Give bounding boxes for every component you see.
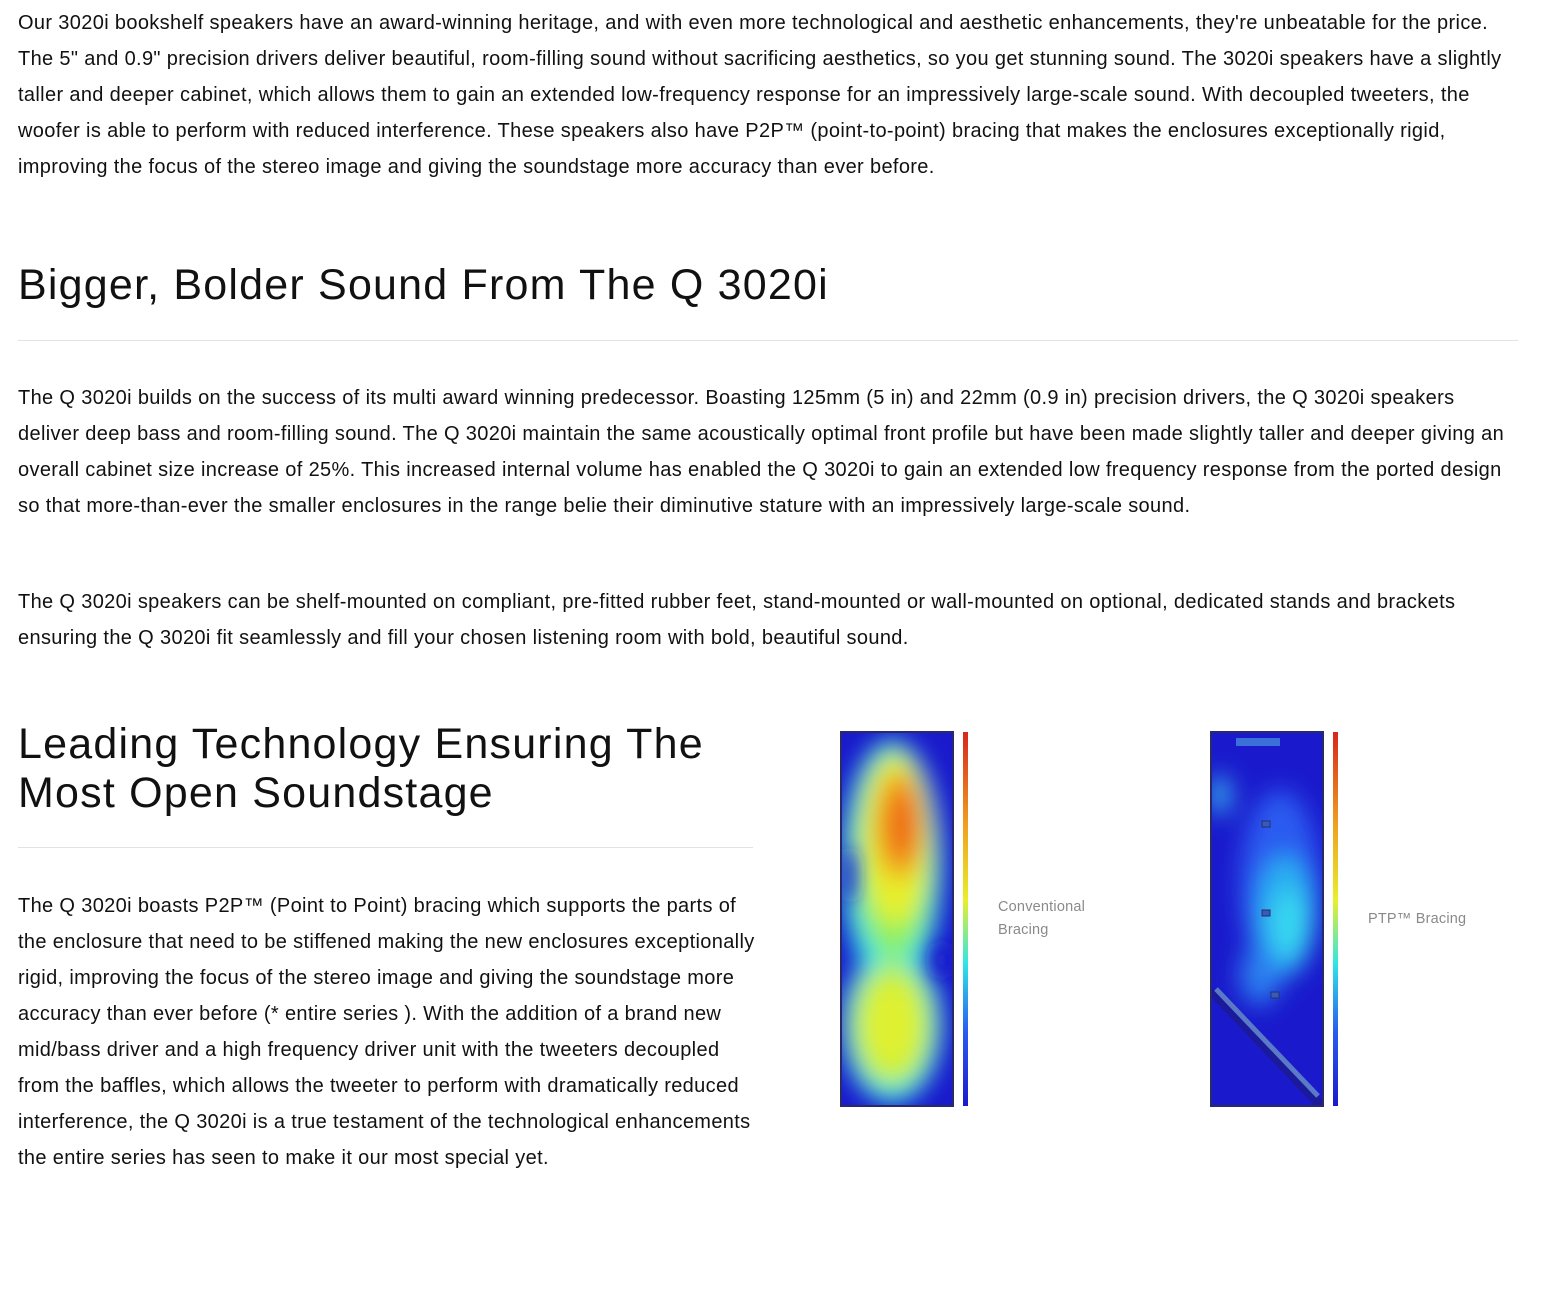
tech-paragraph: The Q 3020i boasts P2P™ (Point to Point) bracing which supports the parts of the enclosure that need to be stiffened making the new enclosures exceptionally rigid, improving the focus of the stereo image and giving the soundstage more accuracy than ever before (* entire series ). With the addition of a brand new mid/bass driver and a high frequency driver unit with the tweeters decoupled from the baffles, which allows the tweeter to perform with dramatically reduced interference, the Q 3020i is a true testament of the technological enhancements the entire series has seen to make it our most special yet. — [18, 895, 755, 1169]
section-divider-sound — [18, 340, 1518, 341]
bracing-comparison-figure — [830, 725, 1530, 1120]
section-heading-tech-line-1: Leading Technology Ensuring The — [18, 720, 704, 768]
ptp-color-scale — [1333, 732, 1338, 1106]
sound-paragraph-2: The Q 3020i speakers can be shelf-mounted on compliant, pre-fitted rubber feet, stand-mounted or wall-mounted on optional, dedicated stands and brackets ensuring the Q 3020i fit seamlessly and fill your chosen listening room with bold, beautiful sound. — [18, 591, 1456, 649]
section-heading-tech — [18, 720, 758, 818]
conventional-label-line-2: Bracing — [998, 922, 1049, 938]
section-divider-tech — [18, 847, 753, 848]
conventional-color-scale — [963, 732, 968, 1106]
section-heading-tech-line-2: Most Open Soundstage — [18, 769, 494, 817]
ptp-bracing-label: PTP™ Bracing — [1368, 911, 1467, 927]
conventional-bracing-label — [998, 896, 1085, 942]
conventional-bracing-heatmap — [841, 732, 953, 1106]
conventional-label-line-1: Conventional — [998, 899, 1086, 915]
ptp-bracing-heatmap — [1210, 732, 1325, 1106]
sound-paragraph-1: The Q 3020i builds on the success of its multi award winning predecessor. Boasting 125mm (5 in) and 22mm (0.9 in) precision drivers, the Q 3020i speakers deliver deep bass and room-filling sound. The Q 3020i maintain the same acoustically optimal front profile but have been made slightly taller and deeper giving an overall cabinet size increase of 25%. This increased internal volume has enabled the Q 3020i to gain an extended low frequency response from the ported design so that more-than-ever the smaller enclosures in the range belie their diminutive stature with an impressively large-scale sound. — [18, 387, 1505, 517]
intro-paragraph: Our 3020i bookshelf speakers have an award-winning heritage, and with even more technological and aesthetic enhancements, they're unbeatable for the price. The 5" and 0.9" precision drivers deliver beautiful, room-filling sound without sacrificing aesthetics, so you get stunning sound. The 3020i speakers have a slightly taller and deeper cabinet, which allows them to gain an extended low-frequency response for an impressively large-scale sound. With decoupled tweeters, the woofer is able to perform with reduced interference. These speakers also have P2P™ (point-to-point) bracing that makes the enclosures exceptionally rigid, improving the focus of the stereo image and giving the soundstage more accuracy than ever before. — [18, 12, 1502, 178]
section-heading-sound: Bigger, Bolder Sound From The Q 3020i — [18, 261, 829, 309]
